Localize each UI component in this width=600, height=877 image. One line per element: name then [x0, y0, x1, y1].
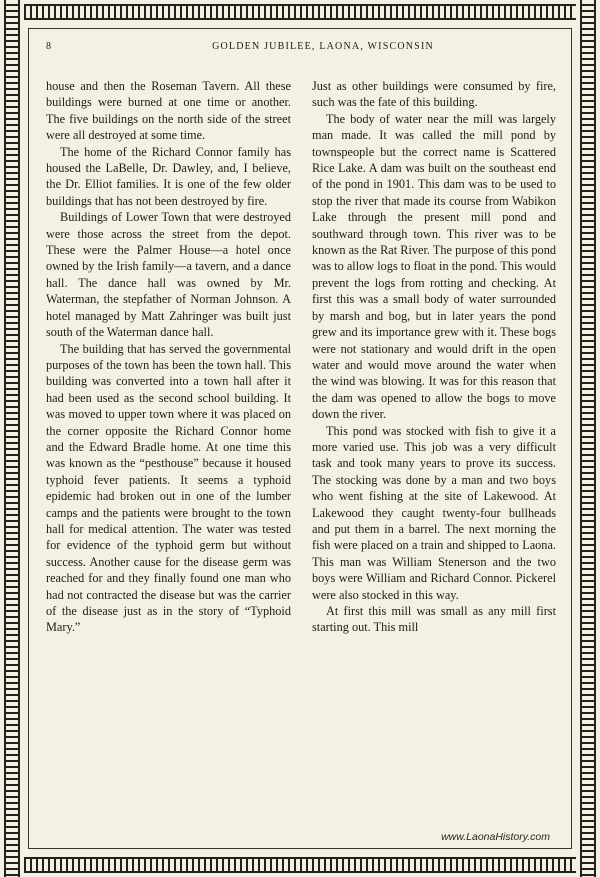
page-header — [46, 41, 560, 57]
website-watermark: www.LaonaHistory.com — [441, 831, 550, 843]
page-number: 8 — [46, 41, 52, 52]
text-columns — [46, 78, 556, 838]
left-column — [46, 78, 291, 636]
paragraph: The building that has served the governmental purposes of the town has been the town hall. This building was converted into a town hall after it had been used as the second school building. It was moved to upper town where it was placed on the corner opposite the Richard Connor home and the Edward Bradle home. At one time this was known as the “pesthouse” because it housed typhoid fever patients. It seems a typhoid epidemic had broken out in one of the lumber camps and the patients were brought to the town hall for medical attention. The water was tested for evidence of the typhoid germ but without success. Another cause for the disease germ was reached for and they finally found one man who had not contracted the disease but was the carrier of the disease just as in the story of “Typhoid Mary.” — [46, 341, 291, 635]
paragraph: Just as other buildings were consumed by fire, such was the fate of this building. — [312, 79, 556, 110]
greek-key-border-bottom — [0, 853, 600, 877]
right-column — [312, 78, 556, 636]
greek-key-border-top — [0, 0, 600, 24]
paragraph: At first this mill was small as any mill first starting out. This mill — [312, 604, 556, 635]
paragraph: The home of the Richard Connor family has housed the LaBelle, Dr. Dawley, and, I believe, the Dr. Elliot families. It is one of the few older buildings that has not been destroyed by fire. — [46, 144, 291, 208]
paragraph: This pond was stocked with fish to give it a more varied use. This job was a very difficult task and took many years to prove its success. The stocking was done by a man and two boys who went fishing at the site of Lakewood. At Lakewood they caught twenty-four bullheads and put them in a barrel. The next morning the fish were placed on a train and shipped to Laona. This man was William Stenerson and the two boys were William and Richard Connor. Pickerel were also stocked in this way. — [312, 423, 556, 602]
paragraph: The body of water near the mill was largely man made. It was called the mill pond by townspeople but the correct name is Scattered Rice Lake. A dam was built on the southeast end of the pond in 1901. This dam was to be used to stop the river that made its course from Wabikon Lake through the present mill pond and southward through town. This river was to be known as the Rat River. The purpose of this pond was to allow logs to float in the pond. This would prevent the logs from rotting and checking. At first this was a small body of water surrounded by marsh and bog, but in later years the pond grew and its importance grew with it. These bogs were not stationary and would drift in the open water and would move around the water when the wind was blowing. It was for this reason that the dam was opened to allow the bogs to move down the river. — [312, 111, 556, 422]
running-title: GOLDEN JUBILEE, LAONA, WISCONSIN — [212, 41, 434, 52]
paragraph: house and then the Roseman Tavern. All these buildings were burned at one time or another. The five buildings on the north side of the street were all destroyed at some time. — [46, 79, 291, 143]
paragraph: Buildings of Lower Town that were destroyed were those across the street from the depot. These were the Palmer House—a hotel once owned by the Irish family—a tavern, and a dance hall. The dance hall was owned by Mr. Waterman, the stepfather of Norman Johnson. A hotel managed by Matt Zahringer was built just south of the Waterman dance hall. — [46, 210, 291, 340]
greek-key-border-right — [576, 0, 600, 877]
greek-key-border-left — [0, 0, 24, 877]
